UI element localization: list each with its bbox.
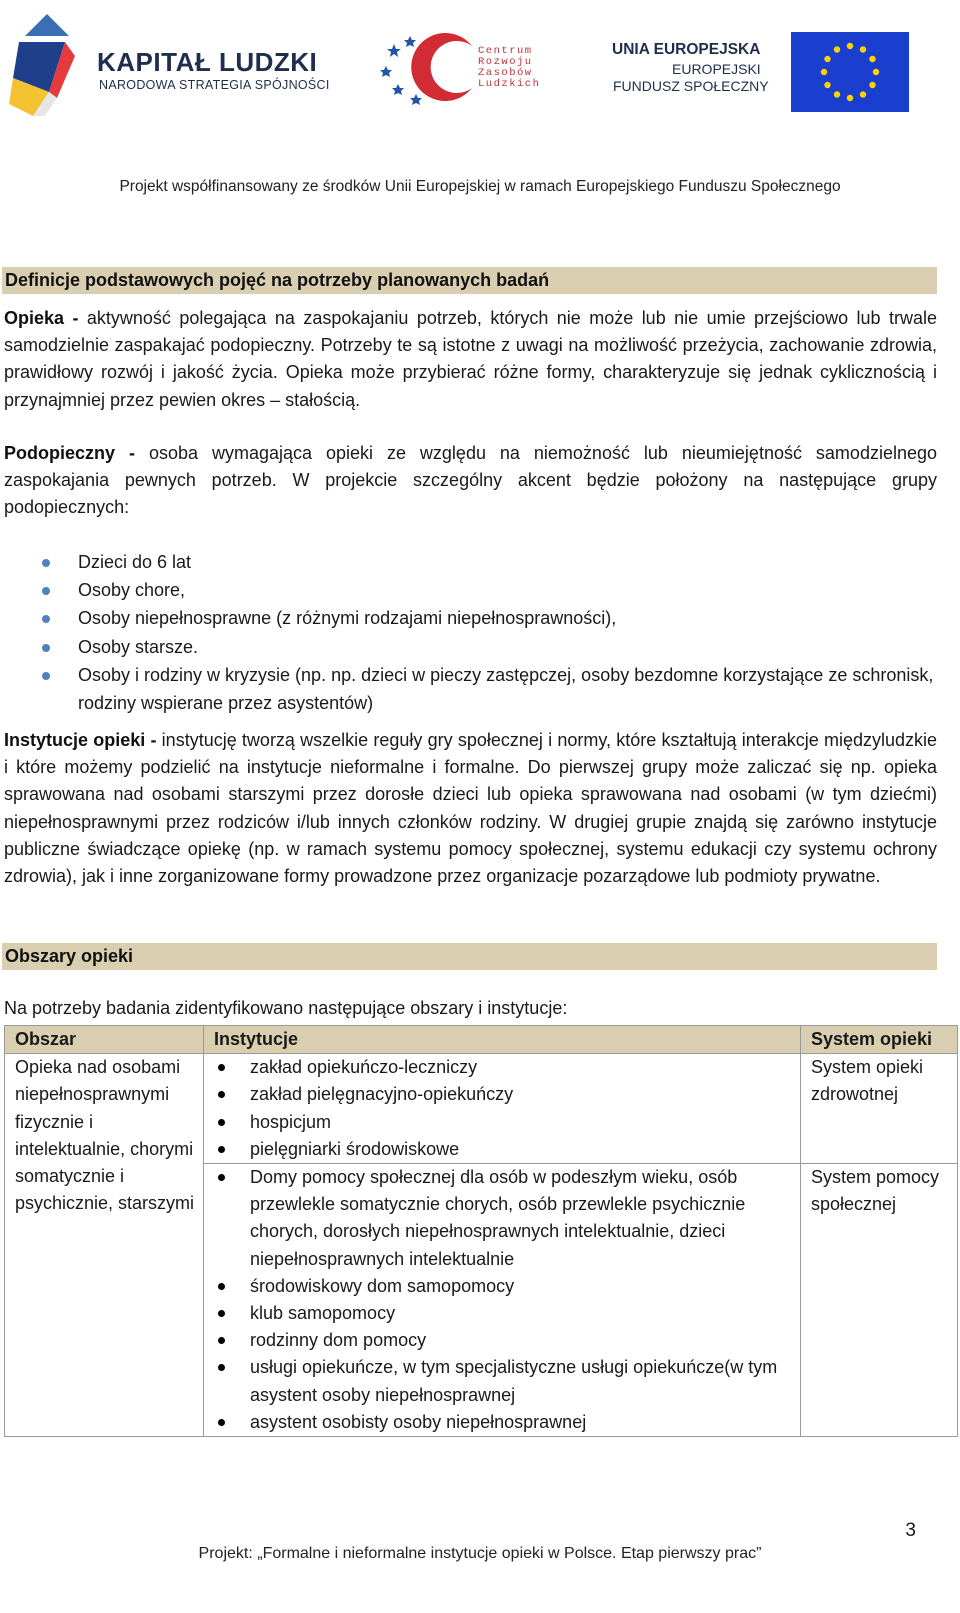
bullet-icon <box>218 1146 225 1153</box>
eu-fund-line2: FUNDUSZ SPOŁECZNY <box>613 78 769 94</box>
institutions-cell <box>204 1164 801 1437</box>
definitions-heading: Definicje podstawowych pojęć na potrzeby planowanych badań <box>2 267 937 294</box>
bullet-icon <box>42 559 50 567</box>
bullet-icon <box>218 1364 225 1371</box>
list-item: klub samopomocy <box>214 1300 792 1327</box>
instytucje-text: instytucję tworzą wszelkie reguły gry społecznej i normy, które kształtują interakcje międzyludzkie i które możemy podzielić na instytucje nieformalne i formalne. Do pierwszej grupy może zaliczać się np. opieka sprawowana nad osobami starszymi przez dorosłe dzieci lub opieka sprawowana nad osobami (w tym dziećmi) niepełnosprawnymi przez rodziców i/lub innych członków rodziny. W drugiej grupie znajdą się zarówno instytucje publiczne świadczące opiekę (np. w ramach systemu pomocy społecznej, systemu edukacji czy systemu ochrony zdrowia), jak i inne zorganizowane formy prowadzone przez organizacje pozarządowe lub podmioty prywatne. <box>4 730 937 887</box>
opieka-definition <box>4 305 937 414</box>
header-instytucje: Instytucje <box>204 1026 801 1054</box>
bullet-icon <box>218 1119 225 1126</box>
eu-fund-line1: EUROPEJSKI <box>672 61 761 77</box>
care-areas-heading: Obszary opieki <box>2 943 937 970</box>
opieka-text: aktywność polegająca na zaspokajaniu potrzeb, których nie może lub nie umie przejściowo lub trwale samodzielnie zaspakajać podopieczny. Potrzeby te są istotne z uwagi na możliwość przeżycia, zachowanie zdrowia, prawidłowy rozwój i jakość życia. Opieka może przybierać różne formy, charakteryzuje się jednak cyklicznością i przynajmniej przez pewien okres – stałością. <box>4 308 937 410</box>
area-cell: Opieka nad osobami niepełnosprawnymi fizycznie i intelektualnie, chorymi somatycznie i psychicznie, starszymi <box>5 1054 204 1437</box>
kapital-ludzki-title: KAPITAŁ LUDZKI <box>97 47 318 77</box>
institutions-list <box>214 1164 792 1436</box>
crzl-emblem-icon <box>380 26 480 111</box>
list-item: Osoby chore, <box>4 576 937 604</box>
bullet-icon <box>42 672 50 680</box>
list-item: usługi opiekuńcze, w tym specjalistyczne usługi opiekuńcze(w tym asystent osoby niepełnosprawnej <box>214 1354 792 1408</box>
bullet-icon <box>218 1283 225 1290</box>
crzl-name: Centrum Rozwoju Zasobów Ludzkich <box>478 45 541 90</box>
bullet-icon <box>218 1064 225 1071</box>
system-cell: System pomocy społecznej <box>801 1164 958 1437</box>
bullet-icon <box>218 1091 225 1098</box>
system-cell: System opieki zdrowotnej <box>801 1054 958 1164</box>
bullet-icon <box>42 587 50 595</box>
kapital-ludzki-emblem-icon <box>9 12 99 122</box>
logo-bar <box>0 0 960 135</box>
instytucje-term: Instytucje opieki - <box>4 730 157 750</box>
list-item: Osoby starsze. <box>4 633 937 661</box>
list-item: zakład pielęgnacyjno-opiekuńczy <box>214 1081 792 1108</box>
podopieczny-text: osoba wymagająca opieki ze względu na niemożność lub nieumiejętność samodzielnego zaspokajania pewnych potrzeb. W projekcie szczególny akcent będzie położony na następujące grupy podopiecznych: <box>4 443 938 518</box>
instytucje-definition <box>4 727 937 890</box>
list-item: hospicjum <box>214 1109 792 1136</box>
list-item: Osoby i rodziny w kryzysie (np. np. dzieci w pieczy zastępczej, osoby bezdomne korzystające ze schronisk, rodziny wspierane przez asystentów) <box>4 661 937 717</box>
bullet-icon <box>218 1310 225 1317</box>
crzl-logo <box>380 26 570 111</box>
care-areas-table <box>4 1025 958 1437</box>
list-item: Dzieci do 6 lat <box>4 548 937 576</box>
header-system: System opieki <box>801 1026 958 1054</box>
list-item: pielęgniarki środowiskowe <box>214 1136 792 1163</box>
podopieczny-term: Podopieczny - <box>4 443 135 463</box>
kapital-ludzki-subtitle: NARODOWA STRATEGIA SPÓJNOŚCI <box>99 78 330 92</box>
eu-logo <box>612 26 912 116</box>
bullet-icon <box>218 1174 225 1181</box>
institutions-cell <box>204 1054 801 1164</box>
cofinancing-note: Projekt współfinansowany ze środków Unii Europejskiej w ramach Europejskiego Funduszu Społecznego <box>119 178 841 195</box>
institutions-list <box>214 1054 792 1163</box>
list-item: zakład opiekuńczo-leczniczy <box>214 1054 792 1081</box>
list-item: rodzinny dom pomocy <box>214 1327 792 1354</box>
eu-name: UNIA EUROPEJSKA <box>612 41 761 58</box>
table-intro: Na potrzeby badania zidentyfikowano następujące obszary i instytucje: <box>4 998 568 1018</box>
podopieczny-definition <box>4 440 937 522</box>
bullet-icon <box>218 1337 225 1344</box>
list-item: Domy pomocy społecznej dla osób w podeszłym wieku, osób przewlekle somatycznie chorych, osób przewlekle psychicznie chorych, dorosłych niepełnosprawnych intelektualnie, dzieci niepełnosprawnych intelektualnie <box>214 1164 792 1273</box>
footer-project-title: Projekt: „Formalne i nieformalne instytucje opieki w Polsce. Etap pierwszy prac” <box>198 1545 762 1562</box>
kapital-ludzki-logo <box>3 2 333 130</box>
page-number: 3 <box>905 1520 916 1541</box>
bullet-icon <box>42 644 50 652</box>
list-item: asystent osobisty osoby niepełnosprawnej <box>214 1409 792 1436</box>
header-obszar: Obszar <box>5 1026 204 1054</box>
list-item: Osoby niepełnosprawne (z różnymi rodzajami niepełnosprawności), <box>4 604 937 632</box>
table-header-row <box>5 1026 958 1054</box>
bullet-icon <box>218 1419 225 1426</box>
bullet-icon <box>42 615 50 623</box>
beneficiary-groups-list <box>4 548 937 717</box>
opieka-term: Opieka - <box>4 308 79 328</box>
eu-flag-icon <box>791 32 909 112</box>
list-item: środowiskowy dom samopomocy <box>214 1273 792 1300</box>
table-row <box>5 1054 958 1164</box>
